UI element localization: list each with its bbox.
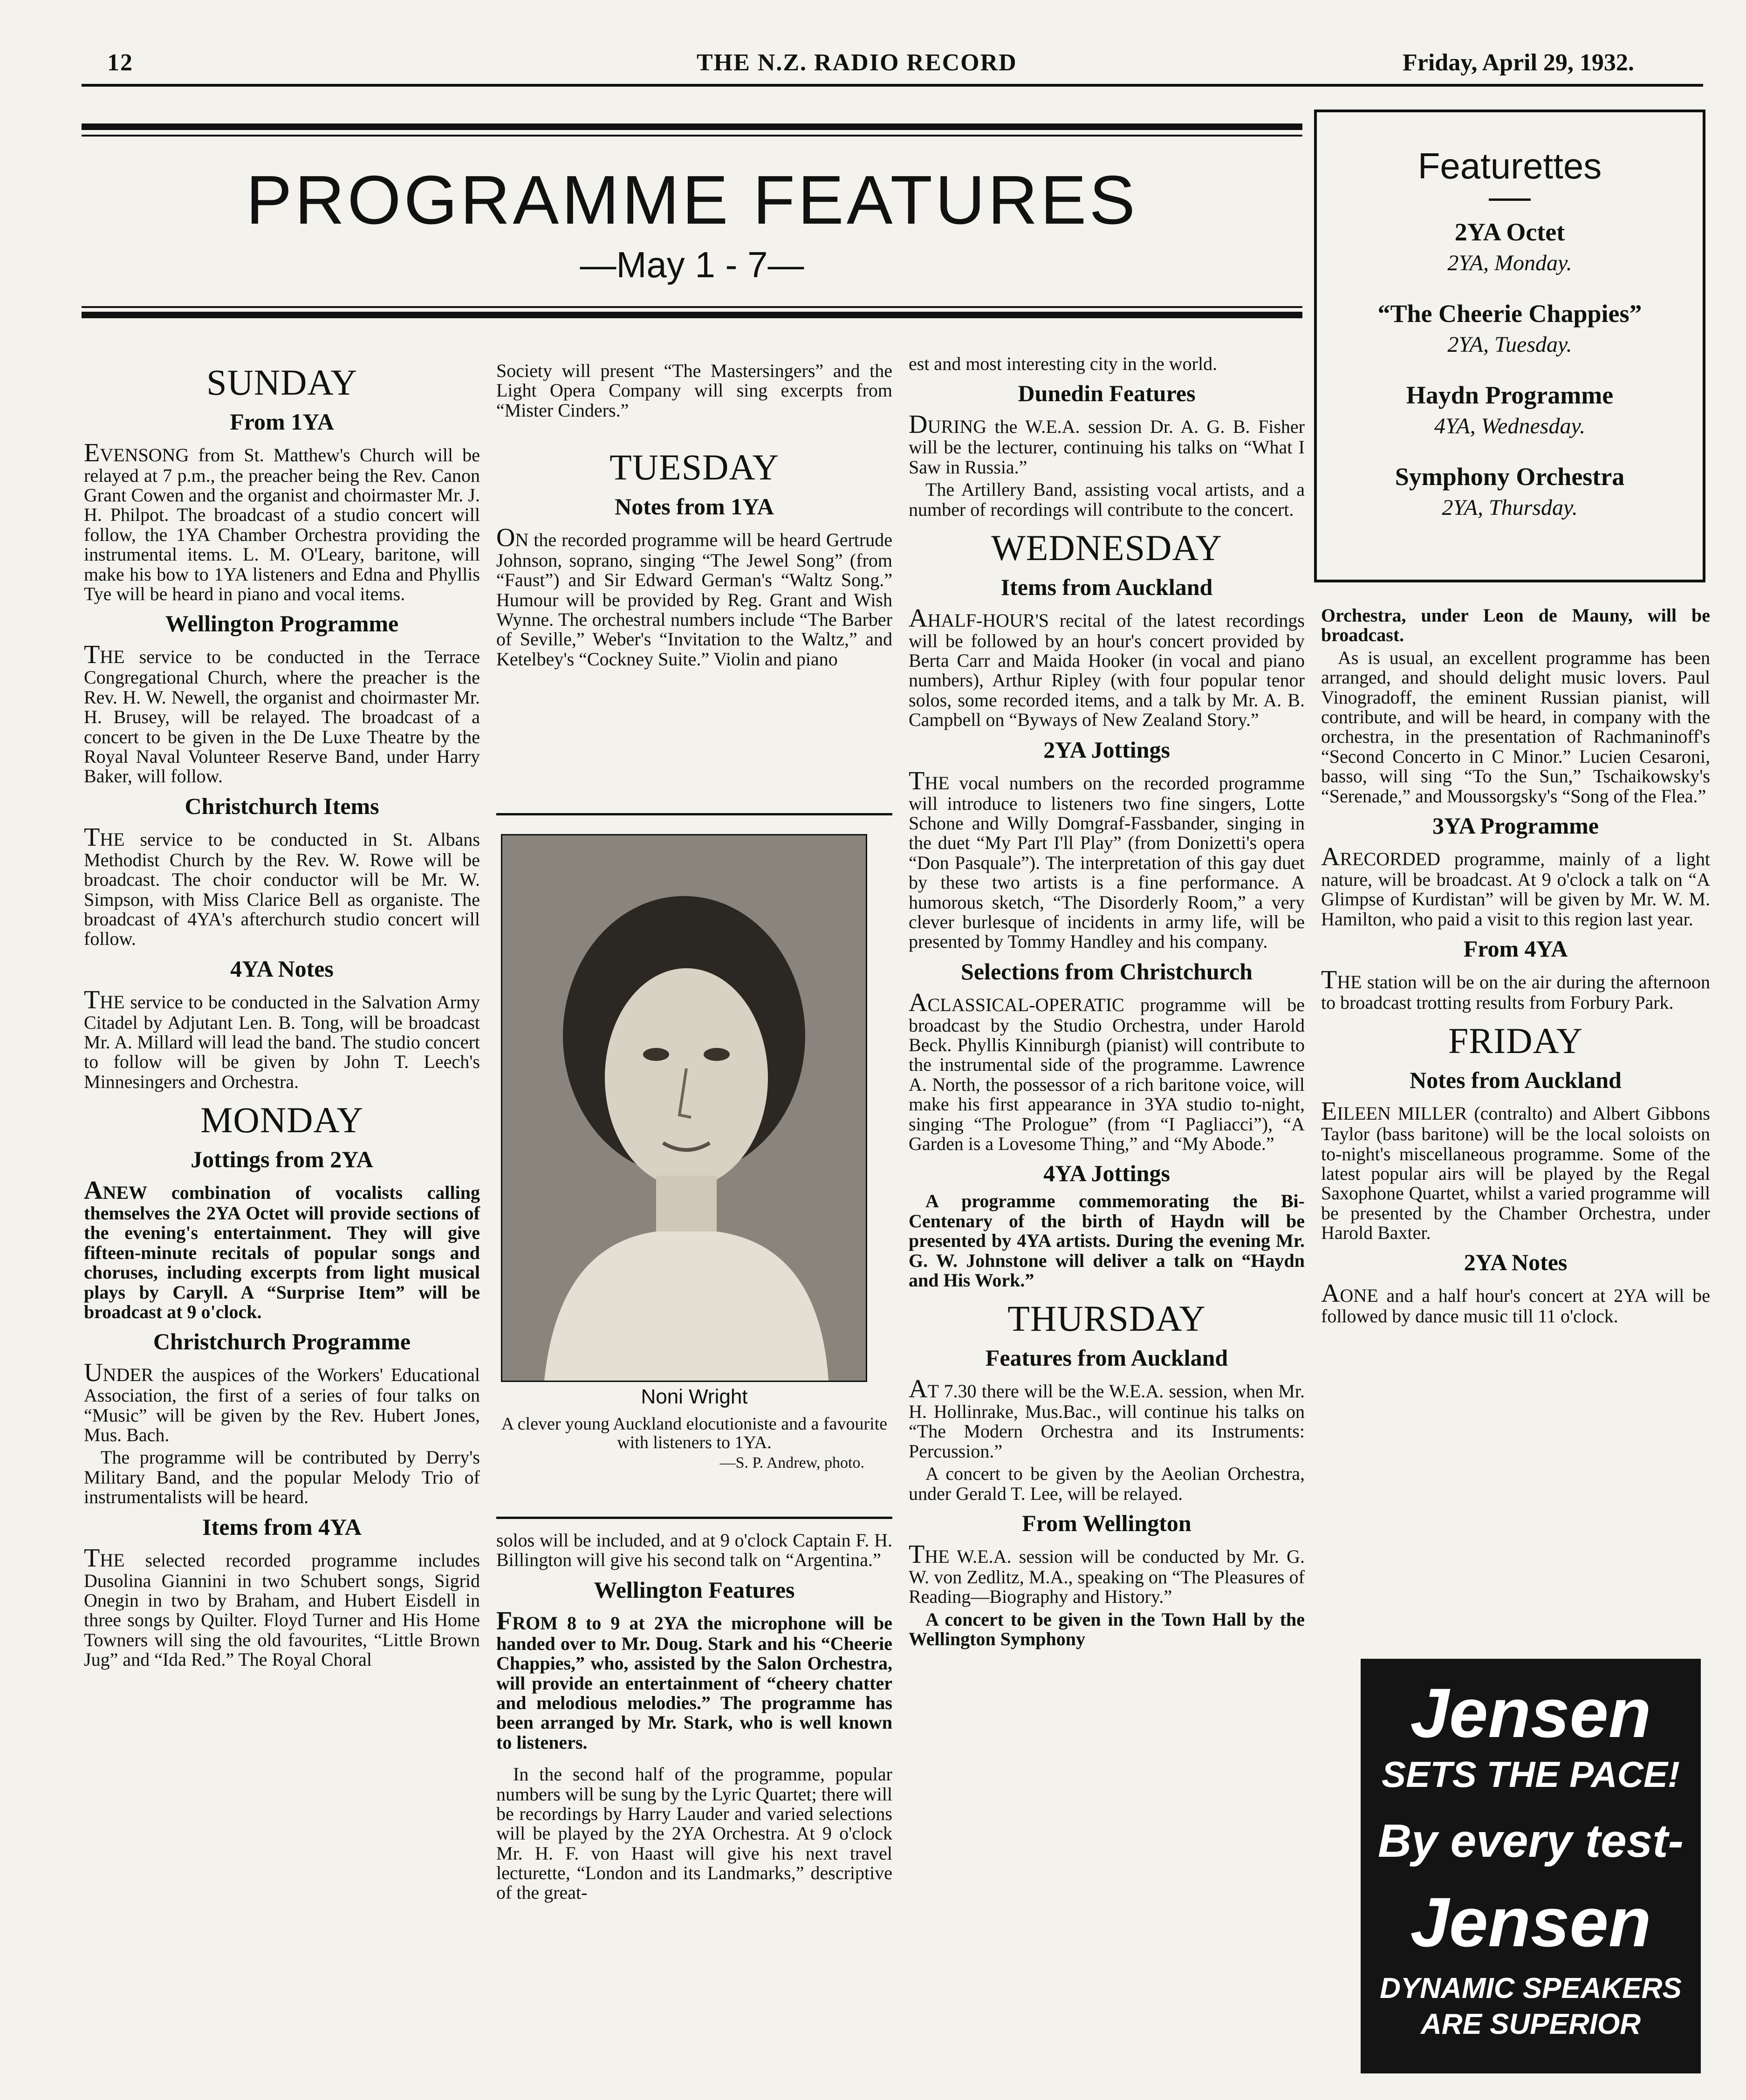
- drop-cap: T: [909, 1540, 925, 1569]
- article-paragraph: [909, 605, 1305, 730]
- article-text: T 7.30 there will be the W.E.A. session, when Mr. H. Hollinrake, Mus.Bac., will continue his talks on “The Modern Orchestra and its Instruments: Percussion.”: [909, 1381, 1305, 1462]
- article-paragraph: [84, 987, 480, 1092]
- drop-cap: T: [84, 640, 100, 670]
- portrait-illustration: [502, 835, 866, 1381]
- article-paragraph: [909, 768, 1305, 952]
- section-heading: Wellington Features: [594, 1576, 795, 1603]
- featurette-station: 2YA, Thursday.: [1442, 495, 1578, 520]
- featurette-name: Haydn Programme: [1406, 381, 1614, 409]
- column-2: [496, 361, 892, 672]
- banner-rule-top-thin: [82, 135, 1302, 137]
- article-paragraph: solos will be included, and at 9 o'clock Captain F. H. Billington will give his second talk on “Argentina.”: [496, 1530, 892, 1571]
- section-heading: Features from Auckland: [985, 1345, 1228, 1371]
- featurette-name: “The Cheerie Chappies”: [1377, 300, 1642, 328]
- drop-cap: U: [84, 1358, 103, 1388]
- column-4: [1321, 606, 1710, 1329]
- day-heading-sunday: SUNDAY: [206, 362, 357, 403]
- drop-cap: T: [1321, 965, 1337, 995]
- article-paragraph: [84, 1177, 480, 1322]
- banner-rule-bottom-thin: [82, 306, 1302, 308]
- article-paragraph: [909, 990, 1305, 1154]
- advert-line: By every test-: [1378, 1815, 1684, 1867]
- section-heading: Notes from 1YA: [615, 493, 774, 520]
- advert-brand: Jensen: [1410, 1674, 1651, 1752]
- photo-rule-top: [496, 813, 892, 815]
- article-paragraph: [1321, 1280, 1710, 1326]
- article-paragraph: [84, 440, 480, 604]
- article-paragraph: A concert to be given in the Town Hall by the Wellington Symphony: [909, 1608, 1305, 1650]
- article-paragraph: The Artillery Band, assisting vocal artists, and a number of recordings will contribute to the concert.: [909, 479, 1305, 520]
- programme-features-banner: [82, 123, 1302, 319]
- drop-cap: T: [909, 766, 925, 795]
- article-text: URING the W.E.A. session Dr. A. G. B. Fisher will be the lecturer, continuing his talks on “What I Saw in Russia.”: [909, 416, 1305, 478]
- day-heading-wednesday: WEDNESDAY: [991, 527, 1222, 568]
- drop-cap: T: [84, 1543, 100, 1573]
- article-paragraph: [909, 411, 1305, 477]
- advert-line: SETS THE PACE!: [1382, 1754, 1680, 1795]
- featurette-station: 2YA, Monday.: [1447, 251, 1572, 275]
- article-paragraph: A programme commemorating the Bi-Centenary of the birth of Haydn will be presented by 4YA artists. During the evening Mr. G. W. Johnstone will deliver a talk on “Haydn and His Work.”: [909, 1190, 1305, 1291]
- article-paragraph: [1321, 1098, 1710, 1243]
- featurette-name: 2YA Octet: [1454, 218, 1565, 246]
- advert-line: ARE SUPERIOR: [1421, 2008, 1641, 2040]
- article-text: ILEEN MILLER (contralto) and Albert Gibbons Taylor (bass baritone) will be the local soloists on to-night's miscellaneous programme. Some of the latest popular airs will be played by the Regal Saxophone Quartet, whilst a varied programme will be presented by the Chamber Orchestra, under Harold Baxter.: [1321, 1103, 1710, 1244]
- section-heading: Selections from Christchurch: [961, 958, 1253, 985]
- article-text: RECORDED programme, mainly of a light nature, will be broadcast. At 9 o'clock a talk on “A Glimpse of Kurdistan” will be given by Mr. W. M. Hamilton, who paid a visit to this region last year.: [1321, 848, 1710, 930]
- article-paragraph: [84, 1545, 480, 1670]
- section-heading: Christchurch Programme: [153, 1328, 411, 1355]
- section-heading: From Wellington: [1022, 1510, 1191, 1537]
- article-paragraph: [1321, 967, 1710, 1012]
- day-heading-tuesday: TUESDAY: [609, 447, 779, 488]
- day-heading-thursday: THURSDAY: [1007, 1298, 1206, 1339]
- section-heading: Jottings from 2YA: [191, 1146, 373, 1172]
- article-paragraph: [84, 824, 480, 949]
- photo-credit: —S. P. Andrew, photo.: [719, 1454, 864, 1472]
- drop-cap: O: [496, 523, 515, 552]
- featurettes-dash: [1489, 198, 1531, 201]
- section-heading: 4YA Jottings: [1043, 1160, 1170, 1187]
- section-heading: Dunedin Features: [1018, 380, 1196, 407]
- photo-caption-block: [496, 1386, 892, 1474]
- article-text: VENSONG from St. Matthew's Church will be relayed at 7 p.m., the preacher being the Rev. Canon Grant Cowen and the organist and choirmaster Mr. J. H. Philpot. The broadcast of a studio concert will follow, the 1YA Chamber Orchestra providing the instrumental items. L. M. O'Leary, baritone, will make his bow to 1YA listeners and Edna and Phyllis Tye will be heard in piano and vocal items.: [84, 444, 480, 605]
- article-paragraph: In the second half of the programme, popular numbers will be sung by the Lyric Quartet; there will be recordings by Harry Lauder and varied selections will be played by the 2YA Orchestra. At 9 o'clock Mr. H. F. von Haast will give his next travel lecturette, “London and its Landmarks,” descriptive of the great-: [496, 1764, 892, 1903]
- column-2-lower: [496, 1531, 892, 1906]
- article-text: HE vocal numbers on the recorded programme will introduce to listeners two fine singers, Lotte Schone and Willy Domgraf-Fassbander, singing in the duet “My Part I'll Play” (from Donizetti's opera “Don Pasquale”). The interpretation of this gay duet by these two artists is a fine performance. A humorous sketch, “The Disorderly Room,” a very clever burlesque of incidents in army life, will be presented by Tommy Handley and his company.: [909, 772, 1305, 952]
- section-heading: 2YA Jottings: [1043, 736, 1170, 763]
- advert-line: DYNAMIC SPEAKERS: [1380, 1972, 1682, 2004]
- section-heading: From 1YA: [230, 408, 334, 435]
- drop-cap: A: [909, 988, 928, 1017]
- featurette-station: 2YA, Tuesday.: [1447, 332, 1572, 357]
- article-paragraph: [496, 525, 892, 669]
- section-heading: Christchurch Items: [185, 793, 379, 819]
- section-heading: 3YA Programme: [1432, 812, 1599, 839]
- article-text: HE service to be conducted in the Salvation Army Citadel by Adjutant Len. B. Tong, will be broadcast Mr. A. Millard will lead the band. The studio concert to follow will be given by John T. Leech's Minnesingers and Orchestra.: [84, 991, 480, 1092]
- drop-cap: A: [1321, 1279, 1340, 1308]
- featurette-item: [1317, 462, 1703, 520]
- issue-date: Friday, April 29, 1932.: [1403, 49, 1634, 76]
- jensen-advert: [1361, 1659, 1701, 2073]
- article-text: ONE and a half hour's concert at 2YA will be followed by dance music till 11 o'clock.: [1321, 1285, 1710, 1327]
- drop-cap: A: [909, 603, 928, 633]
- article-text: HE station will be on the air during the afternoon to broadcast trotting results from Forbury Park.: [1321, 971, 1710, 1013]
- article-paragraph: est and most interesting city in the world.: [909, 353, 1218, 374]
- featurettes-box: [1314, 109, 1705, 582]
- article-text: HALF-HOUR'S recital of the latest recordings will be followed by an hour's concert provided by Berta Carr and Maida Hooker (in vocal and piano numbers), Arthur Ripley (with four popular tenor solos, some recorded items, and a talk by Mr. A. B. Campbell on “Byways of New Zealand Story.”: [909, 609, 1305, 731]
- column-3: [909, 354, 1305, 1652]
- drop-cap: E: [1321, 1097, 1337, 1126]
- drop-cap: T: [84, 985, 100, 1014]
- day-heading-monday: MONDAY: [200, 1100, 363, 1141]
- article-paragraph: [1321, 844, 1710, 929]
- article-text: HE service to be conducted in the Terrace Congregational Church, where the preacher is the Rev. H. W. Newell, the organist and choirmaster Mr. H. Brusey, will be relayed. The broadcast of a concert to be given in the De Luxe Theatre by the Royal Naval Volunteer Reserve Band, under Harry Baker, will follow.: [84, 646, 480, 787]
- article-paragraph: [84, 1360, 480, 1445]
- drop-cap: A: [84, 1176, 103, 1205]
- section-heading: Items from Auckland: [1000, 574, 1213, 600]
- section-heading: 4YA Notes: [230, 955, 334, 982]
- photo-caption: A clever young Auckland elocutioniste and a favourite with listeners to 1YA.: [501, 1414, 888, 1452]
- article-paragraph: [496, 1608, 892, 1752]
- article-paragraph: [84, 642, 480, 786]
- photo-rule-bottom: [496, 1517, 892, 1519]
- article-paragraph: The programme will be contributed by Derry's Military Band, and the popular Melody Trio of instrumentalists will be heard.: [84, 1447, 480, 1508]
- article-paragraph: A concert to be given by the Aeolian Orchestra, under Gerald T. Lee, will be relayed.: [909, 1463, 1305, 1504]
- featurette-item: [1317, 218, 1703, 276]
- article-paragraph: [909, 1541, 1305, 1607]
- section-heading: Items from 4YA: [202, 1513, 362, 1540]
- page-number: 12: [107, 49, 133, 76]
- section-heading: Wellington Programme: [165, 610, 399, 637]
- section-heading: 2YA Notes: [1464, 1249, 1568, 1276]
- advert-brand-repeat: Jensen: [1410, 1883, 1651, 1961]
- featurette-station: 4YA, Wednesday.: [1434, 414, 1586, 438]
- banner-subtitle: —May 1 - 7—: [580, 244, 804, 285]
- article-text: CLASSICAL-OPERATIC programme will be broadcast by the Studio Orchestra, under Harold Beck. Phyllis Kinniburgh (pianist) will contribute to the instrumental side of the programme. Lawrence A. North, the possessor of a rich baritone voice, will make his first appearance in 3YA studio to-night, singing “The Prologue” (from “I Pagliacci”), “A Garden is a Lovesome Thing,” and “My Abode.”: [909, 994, 1305, 1155]
- section-heading: Notes from Auckland: [1410, 1067, 1622, 1094]
- featurette-name: Symphony Orchestra: [1395, 463, 1625, 491]
- article-text: NDER the auspices of the Workers' Educational Association, the first of a series of four talks on “Music” will be given by the Rev. Hubert Jones, Mus. Bach.: [84, 1364, 480, 1446]
- photo-name: Noni Wright: [641, 1385, 748, 1408]
- drop-cap: E: [84, 438, 100, 467]
- article-paragraph: Orchestra, under Leon de Mauny, will be broadcast.: [1321, 605, 1710, 646]
- article-paragraph: [909, 1376, 1305, 1461]
- article-text: HE service to be conducted in St. Albans Methodist Church by the Rev. W. Rowe will be broadcast. The choir conductor will be Mr. W. Simpson, with Miss Clarice Bell as organiste. The broadcast of 4YA's afterchurch studio concert will follow.: [84, 828, 480, 950]
- portrait-photo: [501, 834, 867, 1382]
- article-paragraph: As is usual, an excellent programme has been arranged, and should delight music lovers. Paul Vinogradoff, the eminent Russian pianist, will contribute, and will be heard, in company with the orchestra, in the presentation of Rachmaninoff's “Second Concerto in C Minor.” Lucien Cesaroni, basso, will sing “To the Sun,” Tschaikowsky's “Serenade,” and Moussorgsky's “Song of the Flea.”: [1321, 647, 1710, 807]
- column-1: [84, 354, 480, 1673]
- drop-cap: A: [1321, 842, 1340, 871]
- banner-rule-top: [82, 123, 1302, 130]
- section-heading: From 4YA: [1463, 936, 1568, 962]
- banner-title: PROGRAMME FEATURES: [246, 162, 1138, 239]
- drop-cap: F: [496, 1606, 513, 1635]
- article-text: HE selected recorded programme includes Dusolina Giannini in two Schubert songs, Sigrid Onegin in two by Braham, and Hubert Eisdell in three songs by Quilter. Floyd Turner and His Home Towners will sing the old favourites, “Little Brown Jug” and “Ida Red.” The Royal Choral: [84, 1549, 480, 1670]
- day-heading-friday: FRIDAY: [1448, 1020, 1583, 1061]
- drop-cap: T: [84, 822, 100, 852]
- article-text: HE W.E.A. session will be conducted by Mr. G. W. von Zedlitz, M.A., speaking on “The Pleasures of Reading—Biography and History.”: [909, 1546, 1305, 1607]
- featurettes-title: Featurettes: [1417, 145, 1602, 186]
- publication-title: THE N.Z. RADIO RECORD: [697, 49, 1017, 76]
- article-text: ROM 8 to 9 at 2YA the microphone will be handed over to Mr. Doug. Stark and his “Cheerie Chappies,” who, assisted by the Salon Orchestra, will provide an entertainment of “cheery chatter and melodious melodies.” The programme has been arranged by Mr. Stark, who is well known to listeners.: [496, 1612, 892, 1753]
- banner-rule-bottom: [82, 312, 1302, 318]
- article-text: NEW combination of vocalists calling themselves the 2YA Octet will provide sections of the evening's entertainment. They will give fifteen-minute recitals of popular songs and choruses, including excerpts from light musical plays by Caryll. A “Surprise Item” will be broadcast at 9 o'clock.: [84, 1182, 480, 1322]
- featurette-item: [1317, 381, 1703, 439]
- drop-cap: D: [909, 410, 928, 439]
- article-paragraph: Society will present “The Mastersingers” and the Light Opera Company will sing excerpts from “Mister Cinders.”: [496, 360, 892, 421]
- drop-cap: A: [909, 1375, 928, 1404]
- header-rule: [82, 84, 1703, 87]
- article-text: N the recorded programme will be heard Gertrude Johnson, soprano, singing “The Jewel Song” (from “Faust”) and Sir Edward German's “Waltz Song.” Humour will be provided by Reg. Grant and Wish Wynne. The orchestral numbers include “The Barber of Seville,” Weber's “Invitation to the Waltz,” and Ketelbey's “Cockney Suite.” Violin and piano: [496, 529, 892, 670]
- featurette-item: [1317, 299, 1703, 357]
